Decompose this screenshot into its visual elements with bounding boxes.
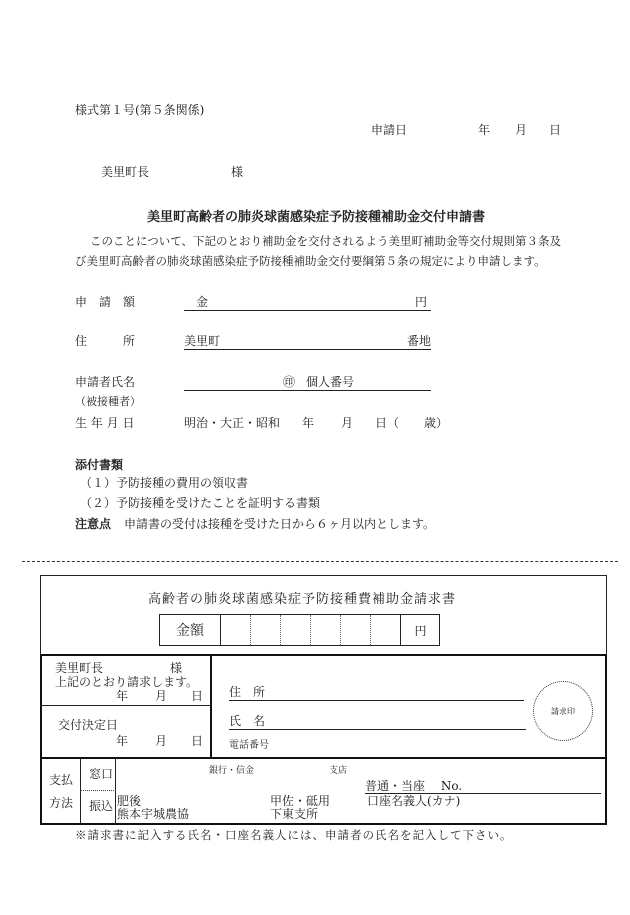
amount-digit-divider [340,615,341,645]
payment-type-separator [80,790,116,791]
era-options[interactable]: 明治・大正・昭和 [184,416,281,430]
claim-amount-yen: 円 [400,615,440,645]
claim-month: 月 [155,689,168,703]
amount-suffix: 円 [414,295,427,309]
claim-amount-box[interactable] [159,614,440,646]
amount-digit-divider [310,615,311,645]
recipient-honorific: 様 [231,165,244,179]
claimant-name-field[interactable] [229,715,526,730]
date-month: 月 [515,123,528,137]
payment-window-option[interactable]: 窓口 [89,767,114,781]
attachment-item-2: （２）予防接種を受けたことを証明する書類 [80,496,321,510]
bank-option-higo: 肥後 [117,794,142,808]
form-number: 様式第１号(第５条関係) [75,103,205,117]
decision-month: 月 [155,734,168,748]
claimant-address-field[interactable] [229,686,524,701]
payment-type-divider [115,758,116,824]
seal-mark: ㊞ [283,375,296,389]
payment-label-1: 支払 [49,773,74,787]
claim-stamp-circle[interactable] [533,681,593,741]
account-number-field[interactable] [365,780,601,794]
note-label: 注意点 [75,517,112,531]
amount-prefix: 金 [196,295,209,309]
note-text: 申請書の受付は接種を受けた日から６ヶ月以内とします。 [124,517,436,531]
birth-month: 月 [341,416,354,430]
account-number-label: No. [440,779,463,793]
date-year: 年 [478,123,491,137]
application-date-label: 申請日 [371,123,408,137]
amount-label: 申 請 額 [75,295,136,309]
claim-text: 上記のとおり請求します。 [55,675,199,689]
application-title: 美里町高齢者の肺炎球菌感染症予防接種補助金交付申請書 [147,210,486,225]
account-type: 普通・当座 [365,779,426,793]
attachments-heading: 添付書類 [75,458,124,472]
recipient-decision-divider [40,705,210,706]
payment-label-2: 方法 [49,796,74,810]
birth-day: 日（ [375,416,400,430]
address-suffix: 番地 [406,334,431,348]
cut-line-divider [22,561,618,562]
intro-line-2: び美里町高齢者の肺炎球菌感染症予防接種補助金交付要綱第５条の規定により申請します。 [75,254,546,268]
amount-digit-divider [370,615,371,645]
personal-number-label: 個人番号 [306,375,355,389]
address-prefix: 美里町 [184,334,221,348]
claim-stamp-label: 請求印 [551,706,575,716]
birthdate-label: 生 年 月 日 [75,416,135,430]
attachment-item-1: （１）予防接種の費用の領収書 [80,476,249,490]
address-field[interactable] [184,335,431,350]
date-day: 日 [549,123,562,137]
branch-option-shimohigashi: 下東支所 [270,807,319,821]
claim-recipient: 美里町長 [55,661,104,675]
intro-line-1: このことについて、下記のとおり補助金を交付されるよう美里町補助金等交付規則第３条及 [90,234,562,248]
decision-date-label: 交付決定日 [58,718,119,732]
claimant-name-label: 氏 名 [229,714,266,728]
payment-transfer-option[interactable]: 振込 [89,799,114,813]
applicant-name-label: 申請者氏名 [75,375,136,389]
claim-recipient-honorific: 様 [170,661,183,675]
claim-day: 日 [191,689,204,703]
bank-option-kumamoto-uki-ja: 熊本宇城農協 [117,807,190,821]
amount-field[interactable] [184,296,431,311]
amount-digit-divider [250,615,251,645]
age-suffix: 歳） [424,416,449,430]
payment-row-divider [40,757,607,759]
decision-day: 日 [191,734,204,748]
bank-label: 銀行・信金 [209,766,255,776]
amount-digit-divider [280,615,281,645]
decision-year: 年 [116,734,129,748]
claim-amount-label: 金額 [160,615,221,645]
claimant-phone-label: 電話番号 [229,740,269,751]
applicant-name-field[interactable] [184,376,431,391]
claim-title: 高齢者の肺炎球菌感染症予防接種費補助金請求書 [148,592,457,607]
account-holder-label: 口座名義人(カナ) [367,794,461,808]
claimant-address-label: 住 所 [229,685,266,699]
payment-label-divider [80,758,81,824]
left-column-divider [210,654,212,758]
birth-year: 年 [302,416,315,430]
claim-footnote: ※請求書に記入する氏名・口座名義人には、申請者の氏名を記入して下さい。 [75,828,513,842]
address-label: 住 所 [75,334,136,348]
recipient-name: 美里町長 [101,165,150,179]
branch-label: 支店 [329,766,348,776]
vaccinee-label: （被接種者） [75,395,141,408]
branch-option-kosa-tomochi: 甲佐・砥用 [270,794,331,808]
claim-year: 年 [116,689,129,703]
